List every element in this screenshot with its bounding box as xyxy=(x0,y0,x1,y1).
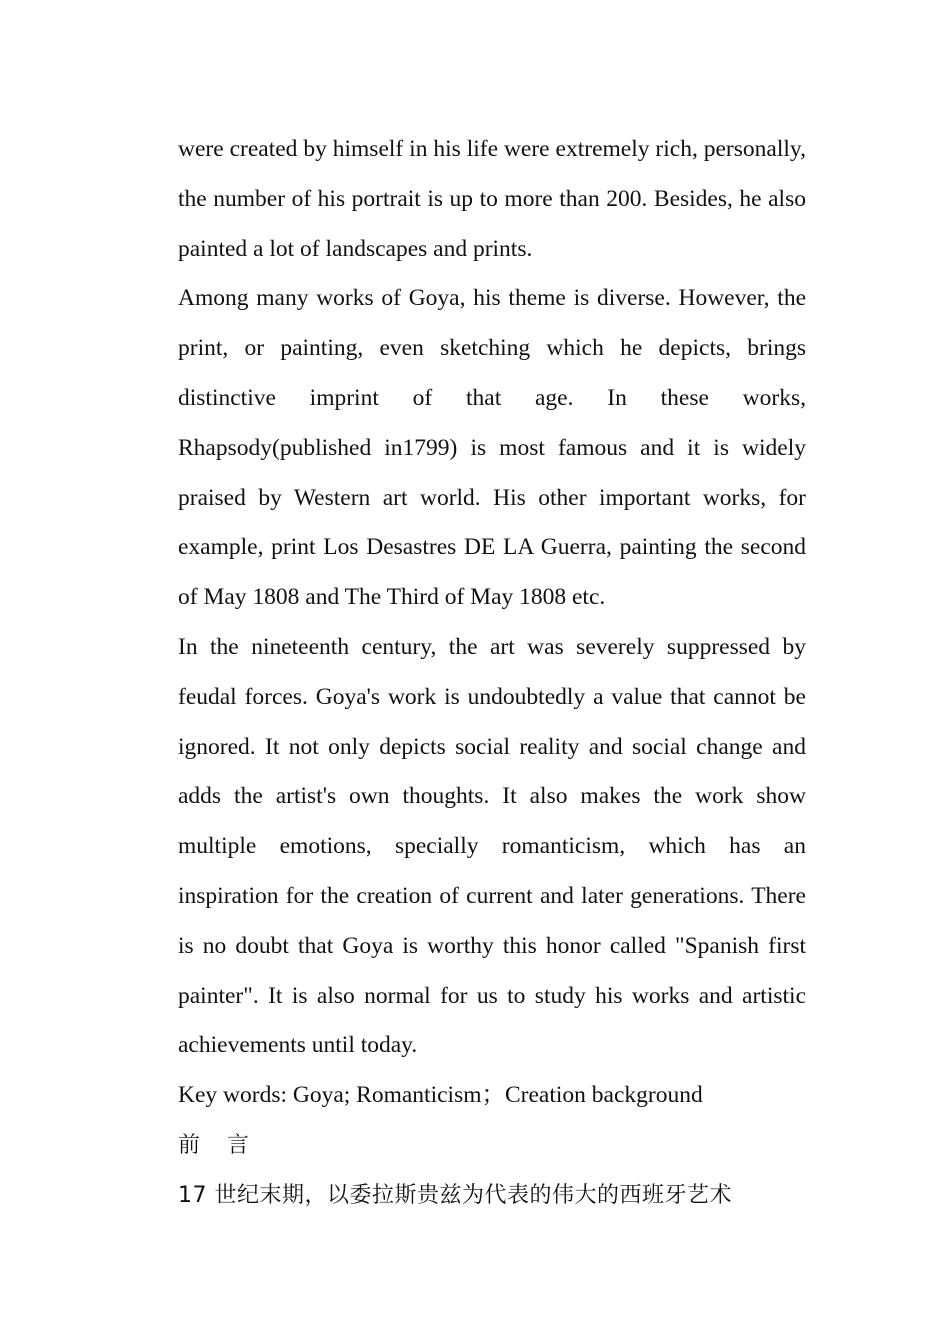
abstract-paragraph-2: Among many works of Goya, his theme is diverse. However, the print, or painting, even sketching which he depicts, brings distinctive imprint of that age. In these works, Rhapsody(published in1799) is most famous and it is widely praised by Western art world. His other important works, for example, print Los Desastres DE LA Guerra, painting the second of May 1808 and The Third of May 1808 etc. xyxy=(178,285,806,611)
abstract-paragraph-3: In the nineteenth century, the art was severely suppressed by feudal forces. Goya's work is undoubtedly a value that cannot be ignored. It not only depicts social reality and social change and adds the artist's own thoughts. It also makes the work show multiple emotions, specially romanticism, which has an inspiration for the creation of current and later generations. There is no doubt that Goya is worthy this honor called "Spanish first painter". It is also normal for us to study his works and artistic achievements until today. xyxy=(178,633,806,1059)
preface-heading: 前 言 xyxy=(178,1132,259,1158)
preface-first-line: 17 世纪末期，以委拉斯贵兹为代表的伟大的西班牙艺术 xyxy=(178,1182,732,1208)
keywords-line: Key words: Goya; Romanticism；Creation background xyxy=(178,1082,703,1109)
document-body xyxy=(178,125,806,1221)
abstract-paragraph-1: were created by himself in his life were extremely rich, personally, the number of his portrait is up to more than 200. Besides, he also painted a lot of landscapes and prints. xyxy=(178,136,806,262)
